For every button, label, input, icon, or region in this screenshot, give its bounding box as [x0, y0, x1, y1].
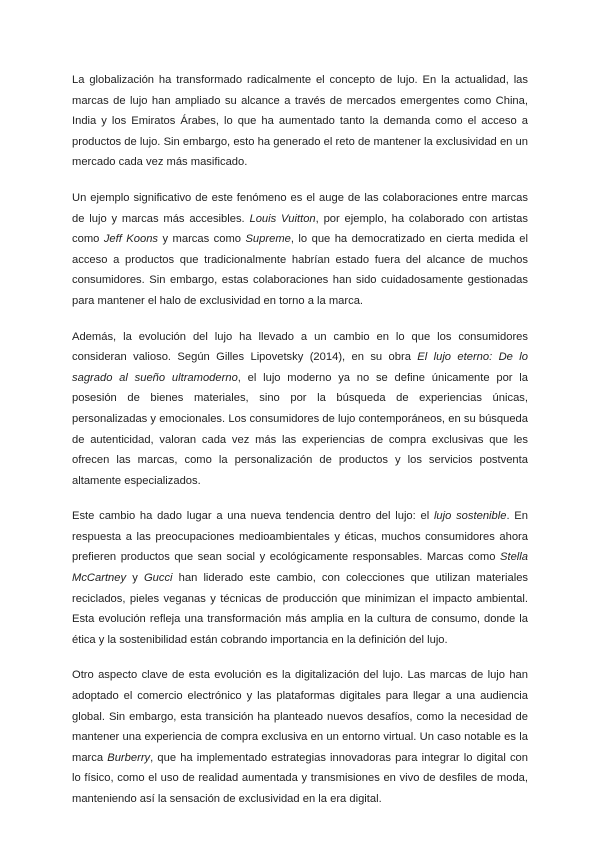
text-run: , que ha implementado estrategias innovadoras para integrar lo digital con lo físico, como el uso de realidad aumentada y transmisiones en vivo de desfiles de moda, manteniendo así la sensación de exclusividad en la era digital.: [72, 751, 528, 805]
text-run: y marcas como: [158, 233, 246, 246]
text-run: Otro aspecto clave de esta evolución es la digitalización del lujo. Las marcas de lujo han adoptado el comercio electrónico y las plataformas digitales para llegar a una audiencia global. Sin embargo, esta transición ha planteado nuevos desafíos, como la necesidad de mantener una experiencia de compra exclusiva en un entorno virtual. Un caso notable es la marca: [72, 669, 528, 764]
document-page: [72, 70, 528, 825]
text-run: Un ejemplo significativo de este fenómeno es el auge de las colaboraciones entre marcas de lujo y marcas más accesibles.: [72, 191, 528, 225]
text-run: Además, la evolución del lujo ha llevado a un cambio en lo que los consumidores consideran valioso. Según Gilles Lipovetsky (2014), en su obra: [72, 330, 528, 364]
brand-stella-mccartney: Stella McCartney: [72, 551, 528, 585]
brand-gucci: Gucci: [143, 572, 173, 585]
brand-louis-vuitton: Louis Vuitton: [249, 212, 316, 225]
brand-burberry: Burberry: [107, 751, 151, 764]
brand-supreme: Supreme: [245, 233, 291, 246]
paragraph-3: [72, 327, 528, 492]
text-run: , por ejemplo, ha colaborado con artistas como: [72, 212, 528, 246]
text-run: Este cambio ha dado lugar a una nueva tendencia dentro del lujo: el: [72, 510, 434, 523]
text-run: , el lujo moderno ya no se define únicamente por la posesión de bienes materiales, sino por la búsqueda de experiencias únicas, personalizadas y emocionales. Los consumidores de lujo contemporáneos, en su búsqueda de autenticidad, valoran cada vez más las experiencias de compra exclusivas que les ofrecen las marcas, como la personalización de productos y los servicios postventa altamente especializados.: [72, 371, 528, 487]
paragraph-1: [72, 70, 528, 173]
text-run: y: [126, 572, 144, 585]
paragraph-4: [72, 506, 528, 650]
artist-jeff-koons: Jeff Koons: [103, 233, 159, 246]
paragraph-5: [72, 665, 528, 809]
term-lujo-sostenible: lujo sostenible: [433, 510, 507, 523]
text-run: han liderado este cambio, con colecciones que utilizan materiales reciclados, pieles veganas y técnicas de producción que minimizan el impacto ambiental. Esta evolución refleja una transformación más amplia en la cultura de consumo, donde la ética y la sostenibilidad están cobrando importancia en la definición del lujo.: [72, 572, 529, 646]
text-run: La globalización ha transformado radicalmente el concepto de lujo. En la actualidad, las marcas de lujo han ampliado su alcance a través de mercados emergentes como China, India y los Emiratos Árabes, lo que ha aumentado tanto la demanda como el acceso a productos de lujo. Sin embargo, esto ha generado el reto de mantener la exclusividad en un mercado cada vez más masificado.: [72, 74, 528, 169]
book-title: El lujo eterno: De lo sagrado al sueño ultramoderno: [72, 351, 528, 384]
paragraph-2: [72, 188, 528, 312]
text-run: . En respuesta a las preocupaciones medioambientales y éticas, muchos consumidores ahora prefieren productos que sean social y ecológicamente responsables. Marcas como: [72, 510, 528, 564]
text-run: , lo que ha democratizado en cierta medida el acceso a productos que tradicionalmente habrían estado fuera del alcance de muchos consumidores. Sin embargo, estas colaboraciones han sido cuidadosamente gestionadas para mantener el halo de exclusividad en torno a la marca.: [72, 233, 528, 307]
